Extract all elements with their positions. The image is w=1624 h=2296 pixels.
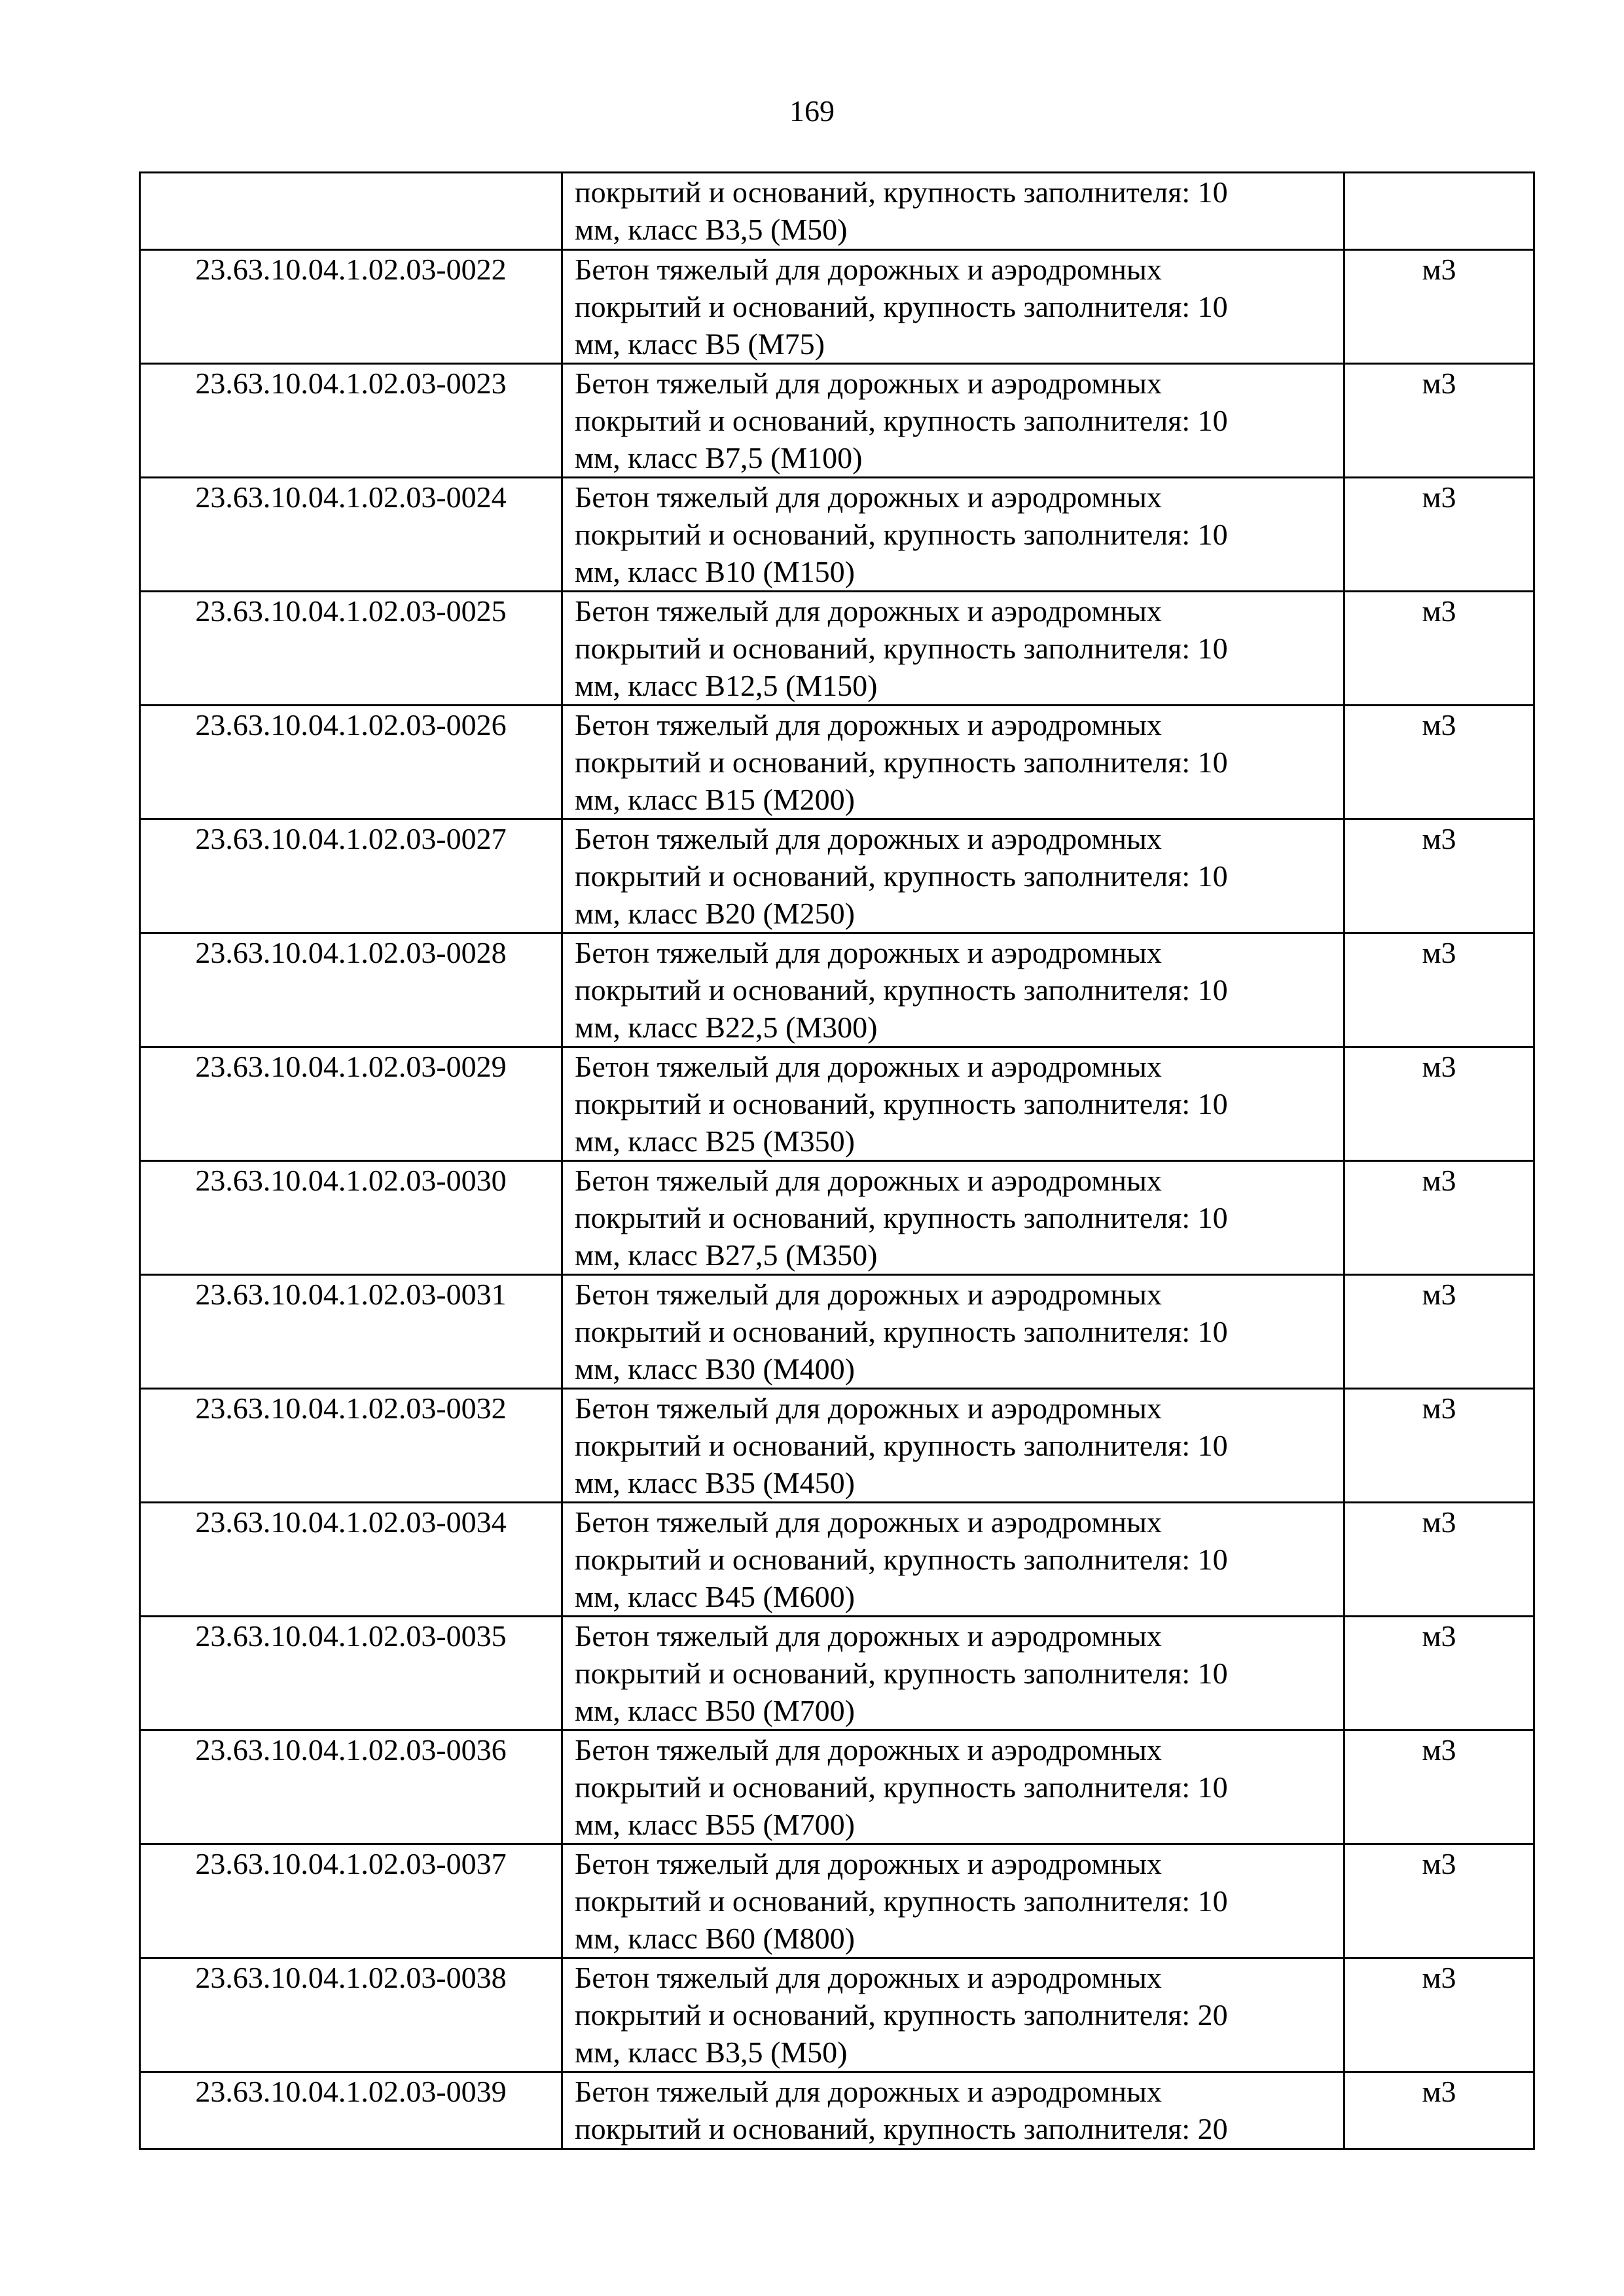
resource-name-cell [562,2072,1344,2149]
table-row [140,819,1534,933]
resource-name-line: мм, класс В60 (М800) [575,1922,855,1955]
table-row [140,706,1534,819]
resource-name-line: Бетон тяжелый для дорожных и аэродромных [575,253,1162,286]
resource-name-cell [562,1958,1344,2072]
resource-code-cell: 23.63.10.04.1.02.03-0025 [140,592,562,706]
resource-name-cell [562,1844,1344,1958]
resource-code-cell: 23.63.10.04.1.02.03-0024 [140,478,562,592]
resource-name-cell [562,1161,1344,1275]
resource-name-cell [562,592,1344,706]
resource-code-cell: 23.63.10.04.1.02.03-0027 [140,819,562,933]
resource-name-line: Бетон тяжелый для дорожных и аэродромных [575,1164,1162,1197]
resource-name-line: Бетон тяжелый для дорожных и аэродромных [575,1050,1162,1083]
table-row [140,1844,1534,1958]
resource-name-cell [562,1275,1344,1389]
resource-name-line: покрытий и оснований, крупность заполнителя: 10 [575,1657,1228,1690]
resource-code-cell: 23.63.10.04.1.02.03-0028 [140,933,562,1047]
resource-name-line: мм, класс В5 (М75) [575,327,825,361]
resource-code-cell: 23.63.10.04.1.02.03-0037 [140,1844,562,1958]
resource-name-cell [562,250,1344,364]
unit-cell: м3 [1344,819,1534,933]
resource-name-line: Бетон тяжелый для дорожных и аэродромных [575,1847,1162,1880]
resource-name-line: Бетон тяжелый для дорожных и аэродромных [575,1961,1162,1994]
table-row [140,173,1534,250]
resource-name-cell [562,933,1344,1047]
resource-code-cell: 23.63.10.04.1.02.03-0023 [140,364,562,478]
table-row [140,1731,1534,1844]
table-row [140,1389,1534,1503]
resource-name-cell [562,1731,1344,1844]
resource-name-line: мм, класс В12,5 (М150) [575,669,878,702]
resource-name-line: Бетон тяжелый для дорожных и аэродромных [575,1391,1162,1425]
resource-name-line: покрытий и оснований, крупность заполнителя: 10 [575,518,1228,551]
resource-code-cell: 23.63.10.04.1.02.03-0038 [140,1958,562,2072]
resource-name-line: Бетон тяжелый для дорожных и аэродромных [575,594,1162,628]
resource-name-cell [562,1503,1344,1617]
resource-name-line: мм, класс В10 (М150) [575,555,855,588]
resource-name-line: мм, класс В30 (М400) [575,1352,855,1386]
unit-cell: м3 [1344,1617,1534,1731]
resource-name-line: покрытий и оснований, крупность заполнителя: 10 [575,1770,1228,1804]
resource-name-line: мм, класс В27,5 (М350) [575,1238,878,1272]
resource-name-line: покрытий и оснований, крупность заполнителя: 10 [575,404,1228,437]
unit-cell: м3 [1344,1275,1534,1389]
unit-cell: м3 [1344,1389,1534,1503]
table-row [140,1617,1534,1731]
resource-name-line: покрытий и оснований, крупность заполнителя: 20 [575,1998,1228,2032]
resource-name-line: покрытий и оснований, крупность заполнителя: 10 [575,1884,1228,1918]
unit-cell: м3 [1344,933,1534,1047]
resource-name-line: покрытий и оснований, крупность заполнителя: 10 [575,859,1228,893]
resource-name-cell [562,1389,1344,1503]
resource-name-line: Бетон тяжелый для дорожных и аэродромных [575,480,1162,514]
resource-code-cell: 23.63.10.04.1.02.03-0034 [140,1503,562,1617]
resource-name-line: Бетон тяжелый для дорожных и аэродромных [575,2075,1162,2108]
table-row [140,1503,1534,1617]
resource-name-line: мм, класс В3,5 (М50) [575,2036,848,2069]
resource-name-line: покрытий и оснований, крупность заполнителя: 10 [575,632,1228,665]
resource-name-line: Бетон тяжелый для дорожных и аэродромных [575,1278,1162,1311]
resource-name-line: покрытий и оснований, крупность заполнителя: 10 [575,1087,1228,1121]
resource-name-line: Бетон тяжелый для дорожных и аэродромных [575,1619,1162,1653]
resource-name-line: мм, класс В3,5 (М50) [575,213,848,246]
resource-name-cell [562,173,1344,250]
resource-name-cell [562,706,1344,819]
table-row [140,478,1534,592]
resource-code-cell: 23.63.10.04.1.02.03-0030 [140,1161,562,1275]
resource-name-line: Бетон тяжелый для дорожных и аэродромных [575,822,1162,855]
unit-cell [1344,173,1534,250]
unit-cell: м3 [1344,250,1534,364]
resource-name-line: Бетон тяжелый для дорожных и аэродромных [575,708,1162,742]
resource-name-cell [562,819,1344,933]
table-row [140,933,1534,1047]
unit-cell: м3 [1344,478,1534,592]
resource-name-line: мм, класс В20 (М250) [575,897,855,930]
resource-code-cell: 23.63.10.04.1.02.03-0022 [140,250,562,364]
table-body [140,173,1534,2149]
table-row [140,2072,1534,2149]
resource-code-cell: 23.63.10.04.1.02.03-0031 [140,1275,562,1389]
resource-code-cell: 23.63.10.04.1.02.03-0039 [140,2072,562,2149]
table-row [140,1161,1534,1275]
unit-cell: м3 [1344,1047,1534,1161]
table-row [140,592,1534,706]
table-row [140,250,1534,364]
resource-name-cell [562,1617,1344,1731]
resource-code-cell: 23.63.10.04.1.02.03-0035 [140,1617,562,1731]
unit-cell: м3 [1344,2072,1534,2149]
resource-name-line: мм, класс В55 (М700) [575,1808,855,1841]
resource-name-line: мм, класс В22,5 (М300) [575,1011,878,1044]
unit-cell: м3 [1344,1161,1534,1275]
resource-name-line: покрытий и оснований, крупность заполнителя: 10 [575,1543,1228,1576]
resource-name-line: покрытий и оснований, крупность заполнителя: 10 [575,1201,1228,1234]
resource-code-cell: 23.63.10.04.1.02.03-0036 [140,1731,562,1844]
resource-name-line: мм, класс В45 (М600) [575,1580,855,1613]
resource-name-line: мм, класс В15 (М200) [575,783,855,816]
resource-name-line: Бетон тяжелый для дорожных и аэродромных [575,367,1162,400]
resource-name-line: покрытий и оснований, крупность заполнителя: 10 [575,745,1228,779]
table-row [140,364,1534,478]
table-row [140,1047,1534,1161]
resource-name-cell [562,1047,1344,1161]
resource-name-line: покрытий и оснований, крупность заполнителя: 10 [575,1429,1228,1462]
resource-name-line: покрытий и оснований, крупность заполнителя: 10 [575,290,1228,323]
resource-name-line: покрытий и оснований, крупность заполнителя: 10 [575,973,1228,1007]
unit-cell: м3 [1344,706,1534,819]
table-row [140,1275,1534,1389]
resource-code-table [139,171,1535,2150]
resource-name-cell [562,364,1344,478]
unit-cell: м3 [1344,1503,1534,1617]
table-row [140,1958,1534,2072]
resource-name-line: мм, класс В35 (М450) [575,1466,855,1499]
resource-name-line: Бетон тяжелый для дорожных и аэродромных [575,1505,1162,1539]
resource-name-line: Бетон тяжелый для дорожных и аэродромных [575,1733,1162,1767]
resource-name-line: покрытий и оснований, крупность заполнителя: 10 [575,175,1228,209]
resource-code-cell [140,173,562,250]
resource-code-cell: 23.63.10.04.1.02.03-0032 [140,1389,562,1503]
resource-name-line: Бетон тяжелый для дорожных и аэродромных [575,936,1162,969]
unit-cell: м3 [1344,592,1534,706]
resource-name-line: мм, класс В7,5 (М100) [575,441,863,475]
resource-name-line: мм, класс В50 (М700) [575,1694,855,1727]
resource-name-line: мм, класс В25 (М350) [575,1124,855,1158]
unit-cell: м3 [1344,1958,1534,2072]
resource-name-cell [562,478,1344,592]
resource-code-cell: 23.63.10.04.1.02.03-0026 [140,706,562,819]
page-number: 169 [789,94,835,128]
resource-code-cell: 23.63.10.04.1.02.03-0029 [140,1047,562,1161]
resource-name-line: покрытий и оснований, крупность заполнителя: 20 [575,2112,1228,2145]
unit-cell: м3 [1344,1731,1534,1844]
unit-cell: м3 [1344,1844,1534,1958]
unit-cell: м3 [1344,364,1534,478]
resource-name-line: покрытий и оснований, крупность заполнителя: 10 [575,1315,1228,1348]
